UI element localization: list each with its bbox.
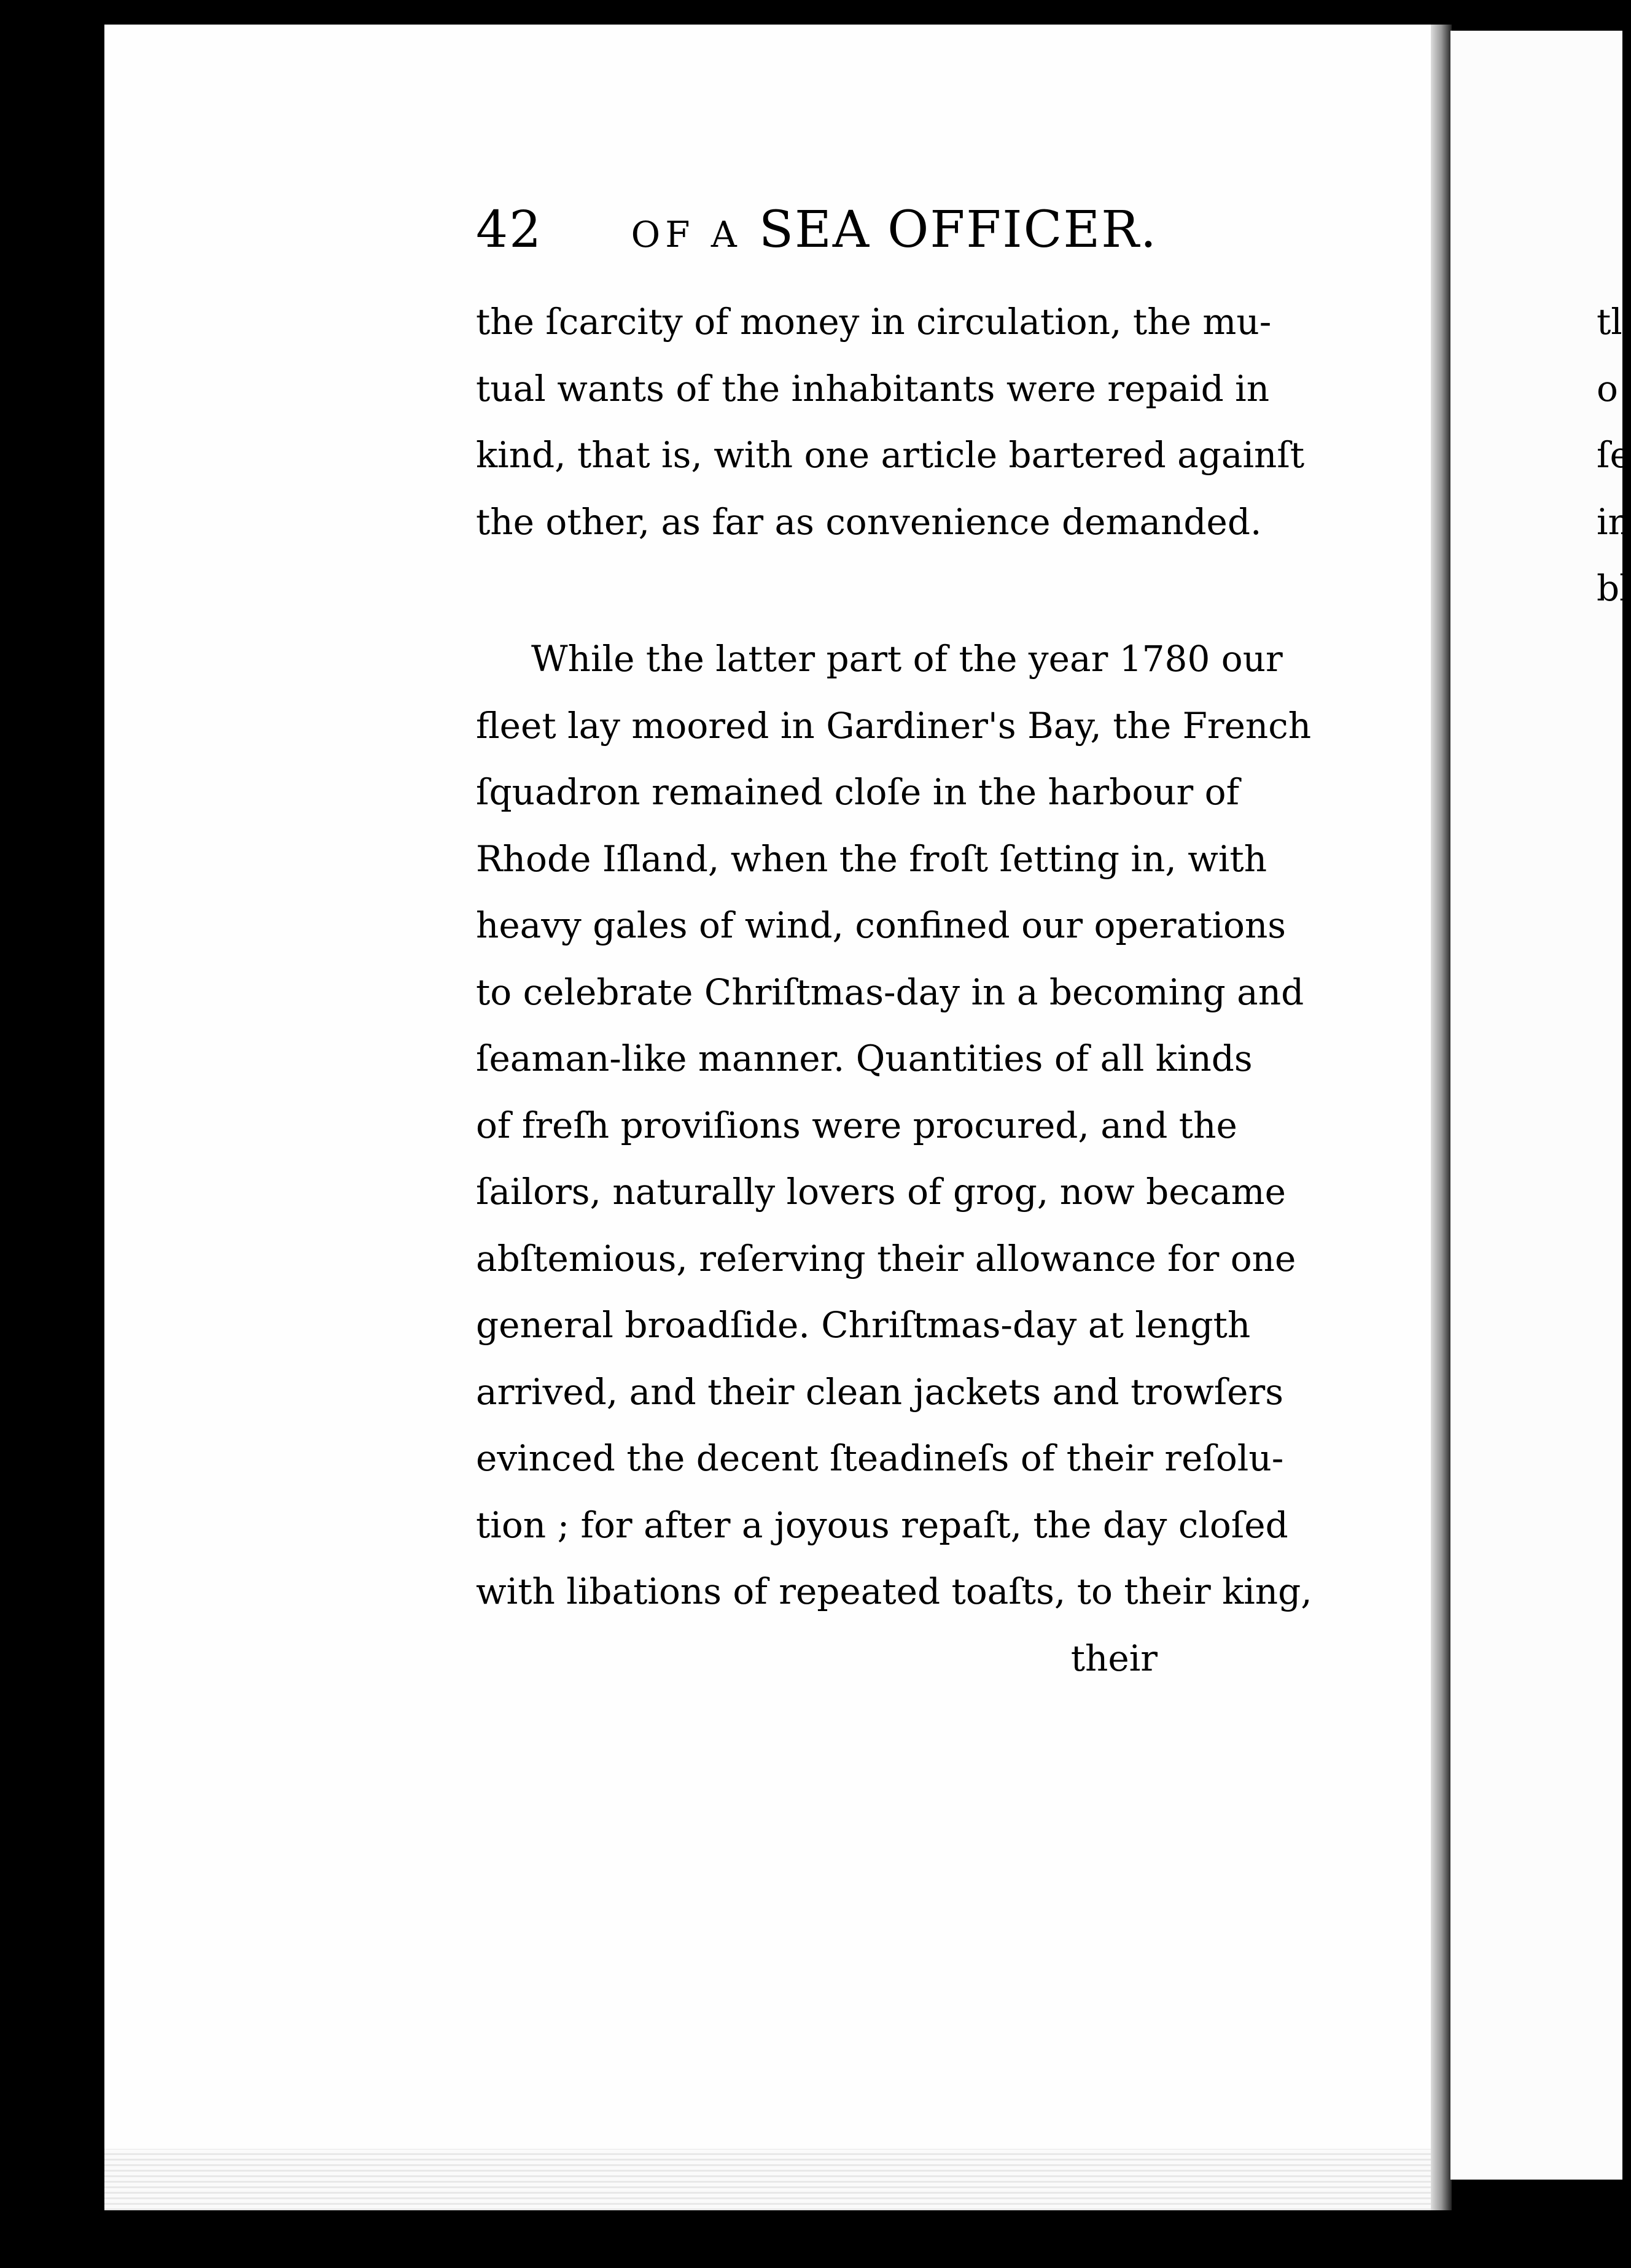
text-line: ſeaman-like manner. Quantities of all kinds xyxy=(476,1038,1253,1079)
right-page-text xyxy=(1597,289,1631,622)
fragment: in xyxy=(1597,500,1631,543)
body-text xyxy=(476,289,1312,1691)
text-line: ſquadron remained cloſe in the harbour of xyxy=(476,771,1240,813)
text-line: abſtemious, reſerving their allowance for one xyxy=(476,1237,1296,1280)
catchword: their xyxy=(1070,1637,1158,1679)
text-line: Rhode Iſland, when the froſt ſetting in, with xyxy=(476,837,1267,880)
text-line: with libations of repeated toaſts, to their king, xyxy=(476,1571,1312,1612)
text-line: the ſcarcity of money in circulation, the mu- xyxy=(476,301,1272,343)
text-line: kind, that is, with one article bartered againſt xyxy=(476,434,1305,476)
running-title xyxy=(631,196,1158,268)
text-line: arrived, and their clean jackets and trowſers xyxy=(476,1370,1283,1413)
fragment: bl xyxy=(1597,567,1631,609)
running-title-prefix: OF A xyxy=(631,214,742,255)
text-line: While the latter part of the year 1780 our xyxy=(531,638,1283,680)
page-number: 42 xyxy=(476,201,543,259)
text-line: ſailors, naturally lovers of grog, now became xyxy=(476,1171,1286,1213)
text-line: to celebrate Chriſtmas-day in a becoming and xyxy=(476,971,1304,1013)
text-line: tual wants of the inhabitants were repaid in xyxy=(476,367,1270,410)
gutter-shadow xyxy=(1431,25,1452,2210)
fragment: ſe xyxy=(1597,434,1631,476)
text-line: heavy gales of wind, confined our operations xyxy=(476,904,1287,946)
text-line: fleet lay moored in Gardiner's Bay, the French xyxy=(476,704,1312,747)
running-header xyxy=(476,196,1158,264)
fragment: o xyxy=(1597,367,1618,410)
fragment: tl xyxy=(1597,301,1622,343)
running-title-main: SEA OFFICER. xyxy=(758,201,1158,259)
text-line: the other, as far as convenience demanded. xyxy=(476,500,1262,543)
page-edge xyxy=(104,2149,1443,2210)
text-line: of freſh proviſions were procured, and the xyxy=(476,1104,1237,1146)
text-line: evinced the decent ſteadineſs of their reſolu- xyxy=(476,1437,1284,1479)
text-line: general broadſide. Chriſtmas-day at length xyxy=(476,1304,1251,1346)
text-line: tion ; for after a joyous repaſt, the day cloſed xyxy=(476,1504,1288,1546)
